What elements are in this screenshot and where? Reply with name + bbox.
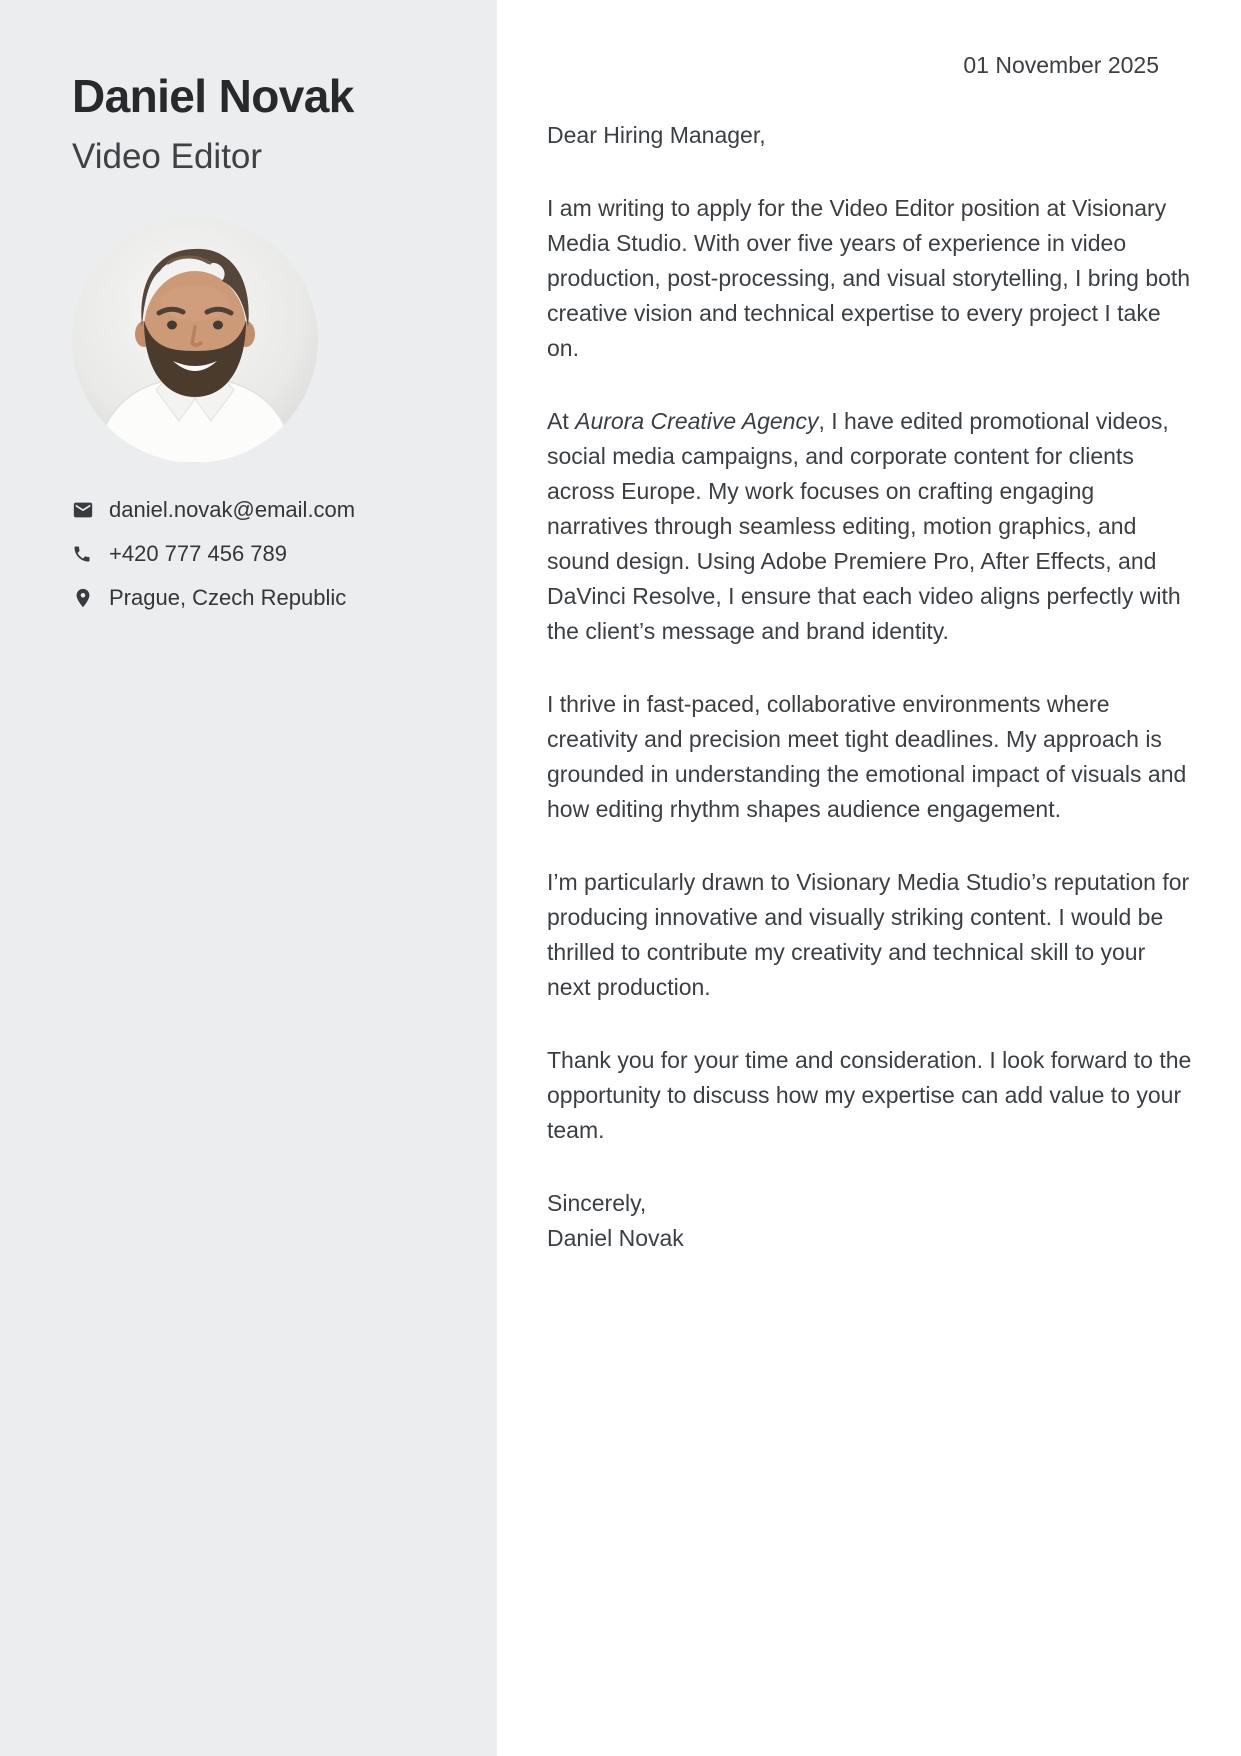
paragraph-approach: [547, 687, 1193, 827]
phone-icon: [72, 544, 96, 564]
paragraph-approach-text: I thrive in fast-paced, collaborative environments where creativity and precision meet tight deadlines. My approach is grounded in understanding the emotional impact of visuals and how editing rhythm shapes audience engagement.: [547, 691, 1187, 822]
sidebar: [0, 0, 497, 1756]
phone-value: +420 777 456 789: [109, 540, 288, 566]
profile-photo: [72, 217, 318, 463]
letter-body: [497, 0, 1193, 1256]
closing-word: Sincerely,: [547, 1190, 647, 1216]
contact-email: [72, 497, 461, 523]
email-icon: [72, 499, 96, 521]
person-role: Video Editor: [72, 136, 263, 176]
paragraph-motivation-text: I’m particularly drawn to Visionary Media Studio’s reputation for producing innovative and visually striking content. I would be thrilled to contribute my creativity and technical skill to your next production.: [547, 869, 1190, 1000]
paragraph-experience: [547, 404, 1193, 649]
contact-phone: [72, 541, 461, 567]
paragraph-thanks-text: Thank you for your time and consideration. I look forward to the opportunity to discuss how my expertise can add value to your team.: [547, 1047, 1192, 1143]
experience-rest: , I have edited promotional videos, social media campaigns, and corporate content for clients across Europe. My work focuses on crafting engaging narratives through seamless editing, motion graphics, and sound design. Using Adobe Premiere Pro, After Effects, and DaVinci Resolve, I ensure that each video aligns perfectly with the client’s message and brand identity.: [547, 408, 1181, 644]
salutation: Dear Hiring Manager,: [547, 122, 766, 148]
portrait-illustration: [72, 217, 318, 463]
company-name-italic: Aurora Creative Agency: [575, 408, 819, 434]
paragraph-motivation: [547, 865, 1193, 1005]
person-name: Daniel Novak: [72, 70, 354, 122]
contact-location: [72, 585, 461, 611]
location-value: Prague, Czech Republic: [109, 584, 347, 610]
experience-prefix: At: [547, 408, 576, 434]
paragraph-intro: [547, 191, 1193, 366]
email-value: daniel.novak@email.com: [109, 496, 356, 522]
letter-date: 01 November 2025: [963, 52, 1159, 78]
paragraph-thanks: [547, 1043, 1193, 1148]
paragraph-intro-text: I am writing to apply for the Video Editor position at Visionary Media Studio. With over five years of experience in video production, post-processing, and visual storytelling, I bring both creative vision and technical expertise to every project I take on.: [547, 195, 1191, 361]
contact-list: [72, 497, 461, 611]
location-icon: [72, 587, 96, 609]
closing-block: [547, 1186, 1193, 1256]
signature-name: Daniel Novak: [547, 1225, 684, 1251]
